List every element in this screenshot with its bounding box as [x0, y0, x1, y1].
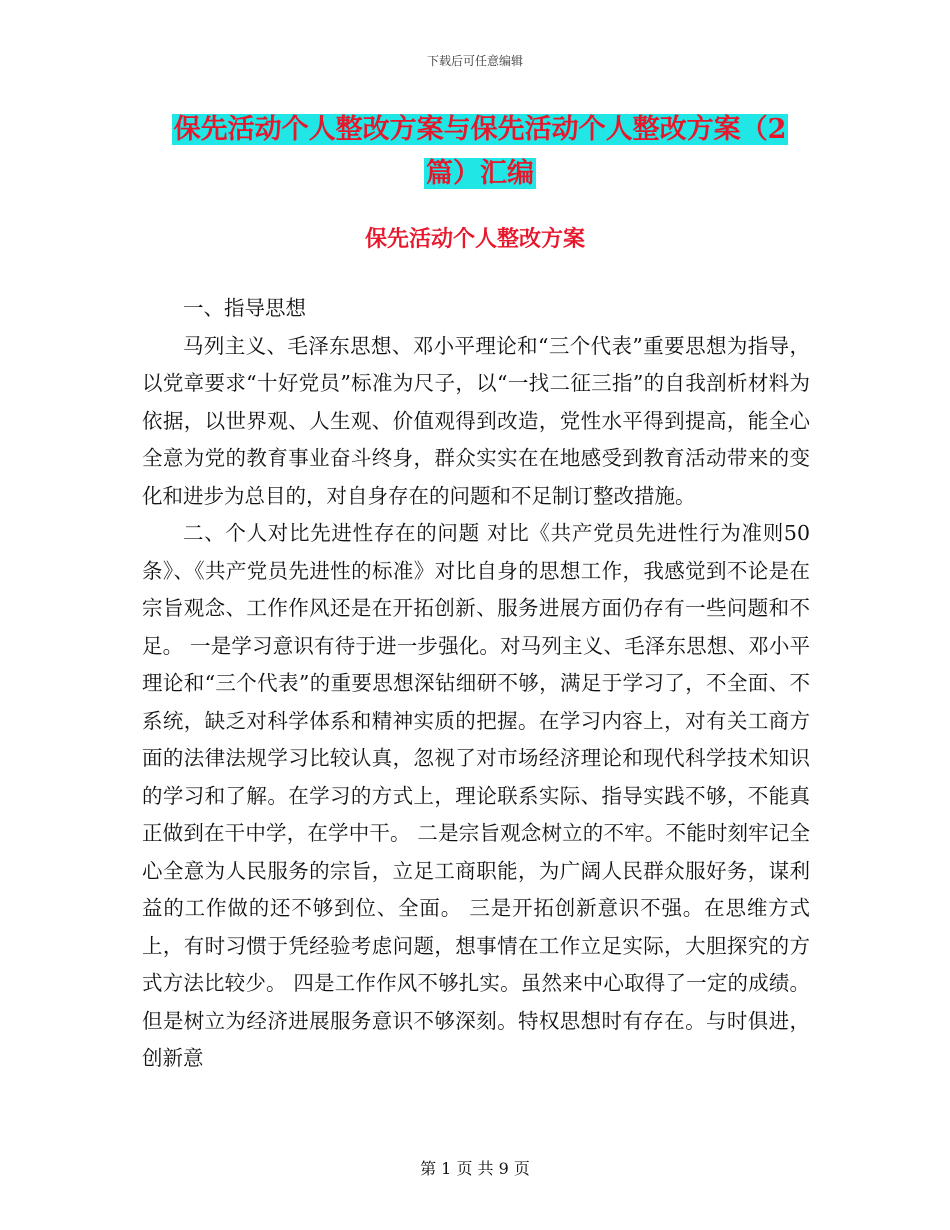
- paragraph-heading-guiding-ideology: 一、指导思想: [183, 296, 306, 320]
- page-footer: 第 1 页 共 9 页: [420, 1159, 530, 1178]
- header-note: 下载后可任意编辑: [426, 54, 523, 68]
- document-title: [140, 108, 820, 196]
- section-title: 保先活动个人整改方案: [364, 226, 585, 252]
- paragraph-guiding-ideology: 马列主义、毛泽东思想、邓小平理论和“三个代表”重要思想为指导，以党章要求“十好党员”标准为尺子，以“一找二征三指”的自我剖析材料为依据，以世界观、人生观、价值观得到改造，党性水平得到提高，能全心全意为党的教育事业奋斗终身，群众实实在在地感受到教育活动带来的变化和进步为总目的，对自身存在的问题和不足制订整改措施。: [142, 333, 810, 508]
- document-title-line-1: 保先活动个人整改方案与保先活动个人整改方案（2: [173, 114, 787, 145]
- document-title-line-2: 篇）汇编: [426, 158, 534, 189]
- body-text: [142, 290, 810, 1078]
- paragraph-existing-problems: 二、个人对比先进性存在的问题 对比《共产党员先进性行为准则50条》、《共产党员先进性的标准》对比自身的思想工作，我感觉到不论是在宗旨观念、工作作风还是在开拓创新、服务进展方面仍存有一些问题和不足。 一是学习意识有待于进一步强化。对马列主义、毛泽东思想、邓小平理论和“三个代表”的重要思想深钻细研不够，满足于学习了，不全面、不系统，缺乏对科学体系和精神实质的把握。在学习内容上，对有关工商方面的法律法规学习比较认真，忽视了对市场经济理论和现代科学技术知识的学习和了解。在学习的方式上，理论联系实际、指导实践不够，不能真正做到在干中学，在学中干。 二是宗旨观念树立的不牢。不能时刻牢记全心全意为人民服务的宗旨，立足工商职能，为广阔人民群众服好务，谋利益的工作做的还不够到位、全面。 三是开拓创新意识不强。在思维方式上，有时习惯于凭经验考虑问题，想事情在工作立足实际，大胆探究的方式方法比较少。 四是工作作风不够扎实。虽然来中心取得了一定的成绩。但是树立为经济进展服务意识不够深刻。特权思想时有存在。与时俱进，创新意: [142, 521, 810, 1070]
